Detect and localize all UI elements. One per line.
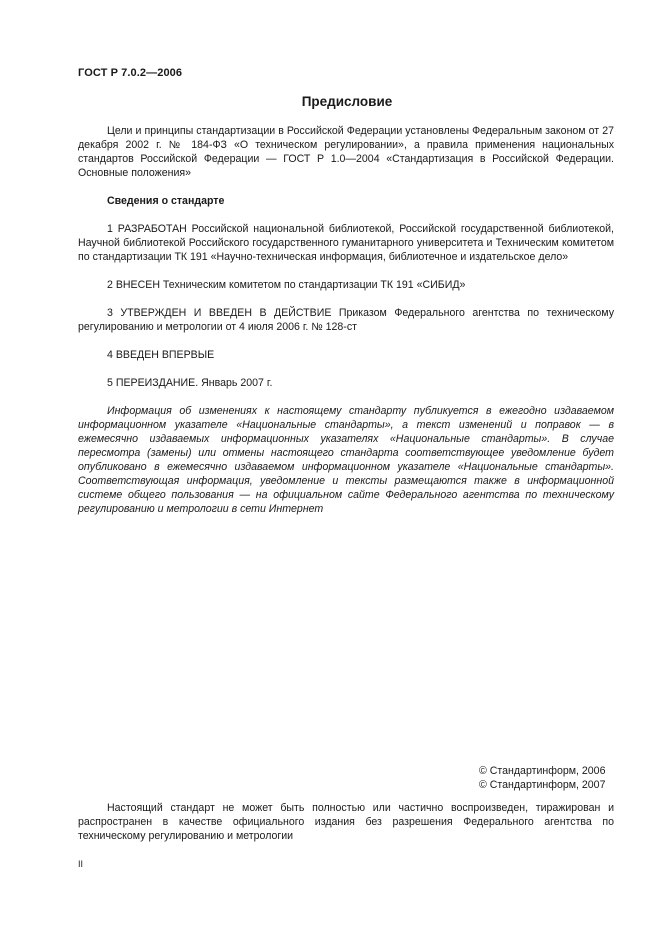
reproduction-notice-text: Настоящий стандарт не может быть полностью или частично воспроизведен, тиражирован и распространен в качестве официального издания без разрешения Федерального агентства по техническому регулированию и метрологии (78, 802, 614, 842)
copyright-line: © Стандартинформ, 2006 (479, 765, 606, 777)
copyright-line: © Стандартинформ, 2007 (479, 779, 606, 791)
spacer (78, 264, 614, 278)
standard-code-header: ГОСТ Р 7.0.2—2006 (78, 67, 183, 79)
standard-info-heading: Сведения о стандарте (107, 195, 225, 207)
info-item-reissue: 5 ПЕРЕИЗДАНИЕ. Январь 2007 г. (107, 377, 273, 389)
spacer (78, 390, 614, 404)
spacer (78, 334, 614, 348)
info-item-developed: 1 РАЗРАБОТАН Российской национальной библиотекой, Российской государственной библиотекой, Научной библиотекой Российского государственного гуманитарного университета и Техническим комитетом по стандартизации ТК 191 «Научно-техническая информация, библиотечное и издательское дело» (78, 223, 614, 263)
page-number: II (78, 859, 84, 869)
spacer (78, 362, 614, 376)
spacer (78, 208, 614, 222)
preface-title: Предисловие (301, 94, 393, 109)
spacer (78, 180, 614, 194)
preface-intro: Цели и принципы стандартизации в Российской Федерации установлены Федеральным законом от 27 декабря 2002 г. № 184-ФЗ «О техническом регулировании», а правила применения национальных стандартов Российской Федерации — ГОСТ Р 1.0—2004 «Стандартизация в Российской Федерации. Основные положения» (78, 125, 614, 179)
info-item-approved: 3 УТВЕРЖДЕН И ВВЕДЕН В ДЕЙСТВИЕ Приказом Федерального агентства по техническому регулированию и метрологии от 4 июля 2006 г. № 128-ст (78, 307, 614, 333)
copyright-block (479, 764, 605, 792)
changes-information-note: Информация об изменениях к настоящему стандарту публикуется в ежегодно издаваемом информационном указателе «Национальные стандарты», а текст изменений и поправок — в ежемесячно издаваемых информационных указателях «Национальные стандарты». В случае пересмотра (замены) или отмены настоящего стандарта соответствующее уведомление будет опубликовано в ежемесячно издаваемом информационном указателе «Национальные стандарты». Соответствующая информация, уведомление и тексты размещаются также в информационной системе общего пользования — на официальном сайте Федерального агентства по техническому регулированию и метрологии в сети Интернет (78, 405, 614, 515)
spacer (78, 292, 614, 306)
info-item-submitted: 2 ВНЕСЕН Техническим комитетом по стандартизации ТК 191 «СИБИД» (107, 279, 466, 291)
info-item-first-introduced: 4 ВВЕДЕН ВПЕРВЫЕ (107, 349, 215, 361)
reproduction-notice (78, 801, 614, 843)
preface-content (78, 124, 614, 516)
